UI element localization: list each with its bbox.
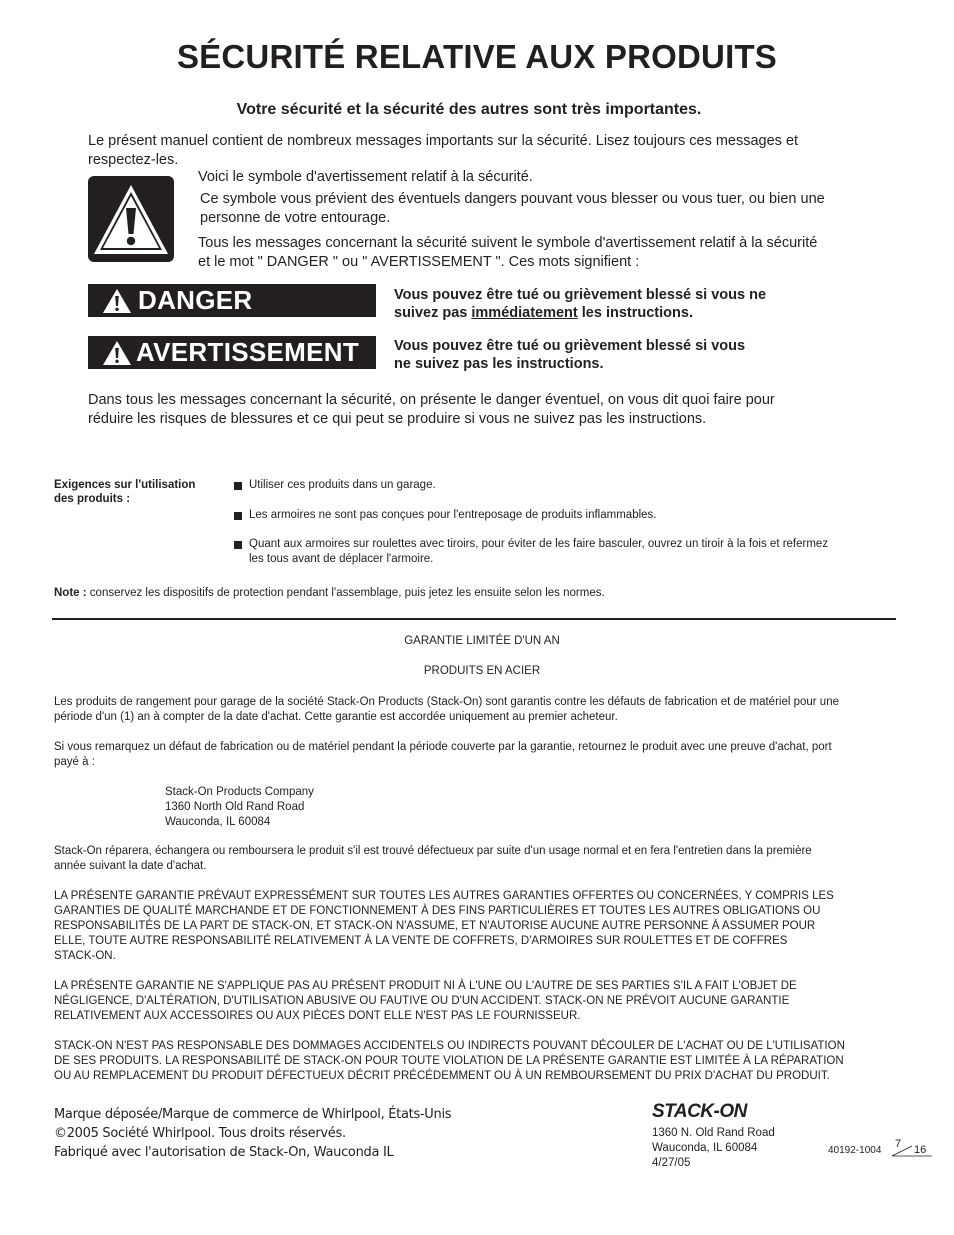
warranty-paragraph: Les produits de rangement pour garage de la société Stack-On Products (Stack-On) sont garantis contre les défauts de fabrication et de matériel pour une période d'un (1) an à compter de la date d'achat. Cette garantie est accordée uniquement au premier acheteur. (54, 696, 839, 723)
avertissement-description: Vous pouvez être tué ou grièvement blessé si vous ne suivez pas les instructions. (394, 338, 746, 372)
requirements-label: Exigences sur l'utilisation des produits : (54, 479, 196, 505)
page-total: 16 (914, 1144, 927, 1156)
warning-description: Ce symbole vous prévient des éventuels dangers pouvant vous blesser ou vous tuer, ou bien une personne de votre entourage. (200, 191, 825, 226)
warranty-exclusions: LA PRÉSENTE GARANTIE NE S'APPLIQUE PAS AU PRÉSENT PRODUIT NI À L'UNE OU L'AUTRE DE SES PARTIES S'IL A FAIT L'OBJET DE NÉGLIGENCE, D'ALTÉRATION, D'UTILISATION ABUSIVE OU FAUTIVE OU D'UN ACCIDENT. STACK-ON NE PRÉVOIT AUCUNE GARANTIE RELATIVEMENT AUX ACCESSOIRES OU AUX PIÈCES DONT ELLE N'EST PAS LE FOURNISSEUR. (54, 980, 797, 1022)
page-subtitle: Votre sécurité et la sécurité des autres sont très importantes. (236, 101, 702, 118)
svg-text:STACK-ON: STACK-ON (652, 1101, 747, 1121)
warranty-heading: GARANTIE LIMITÉE D'UN AN (404, 635, 560, 647)
company-address: 1360 N. Old Rand Road Wauconda, IL 60084 4/27/05 (652, 1127, 775, 1169)
warning-triangle-icon (88, 176, 174, 262)
avertissement-label: AVERTISSEMENT (136, 337, 359, 367)
danger-label: DANGER (138, 285, 253, 315)
danger-triangle-icon (102, 288, 132, 314)
note (54, 586, 894, 601)
avertissement-triangle-icon (102, 340, 132, 366)
note-text: conservez les dispositifs de protection pendant l'assemblage, puis jetez les ensuite selon les normes. (89, 587, 605, 599)
return-address: Stack-On Products Company 1360 North Old Rand Road Wauconda, IL 60084 (165, 786, 314, 828)
warranty-paragraph: Stack-On réparera, échangera ou remboursera le produit s'il est trouvé défectueux par suite d'un usage normal et en fera l'entretien dans la première année suivant la date d'achat. (54, 845, 812, 872)
closing-paragraph: Dans tous les messages concernant la sécurité, on présente le danger éventuel, on vous dit quoi faire pour réduire les risques de blessures et ce qui peut se produire si vous ne suivez pas les instructions. (88, 392, 775, 427)
page-number (888, 1138, 932, 1158)
warranty-subheading: PRODUITS EN ACIER (423, 665, 541, 677)
page-title: SÉCURITÉ RELATIVE AUX PRODUITS (176, 38, 778, 75)
list-item: Quant aux armoires sur roulettes avec tiroirs, pour éviter de les faire basculer, ouvrez un tiroir à la fois et refermez les tous avant de déplacer l'armoire. (234, 537, 894, 567)
bullet-square-icon (234, 482, 242, 490)
messages-description: Tous les messages concernant la sécurité suivent le symbole d'avertissement relatif à la sécurité et le mot " DANGER " ou " AVERTISSEMENT ". Ces mots signifient : (198, 235, 818, 270)
bullet-square-icon (234, 512, 242, 520)
avertissement-banner (88, 336, 376, 369)
symbol-description: Voici le symbole d'avertissement relatif à la sécurité. (198, 169, 533, 185)
list-item: Utiliser ces produits dans un garage. (234, 478, 894, 493)
page-current: 7 (895, 1138, 902, 1150)
note-label: Note : (54, 587, 87, 599)
document-number: 40192-1004 (828, 1145, 882, 1156)
trademark-notice: Marque déposée/Marque de commerce de Whirlpool, États-Unis ©2005 Société Whirlpool. Tous droits réservés. Fabriqué avec l'autorisation de Stack-On, Wauconda IL (54, 1107, 452, 1160)
danger-description: Vous pouvez être tué ou grièvement blessé si vous ne suivez pas immédiatement les instructions. (394, 287, 767, 321)
bullet-square-icon (234, 541, 242, 549)
stack-on-logo (652, 1099, 770, 1121)
intro-paragraph: Le présent manuel contient de nombreux messages importants sur la sécurité. Lisez toujours ces messages et respectez-les. (88, 133, 799, 168)
warranty-paragraph: Si vous remarquez un défaut de fabrication ou de matériel pendant la période couverte par la garantie, retournez le produit avec une preuve d'achat, port payé à : (54, 741, 832, 768)
list-item: Les armoires ne sont pas conçues pour l'entreposage de produits inflammables. (234, 508, 894, 523)
warranty-disclaimer: LA PRÉSENTE GARANTIE PRÉVAUT EXPRESSÉMENT SUR TOUTES LES AUTRES GARANTIES OFFERTES OU CONCERNÉES, Y COMPRIS LES GARANTIES DE QUALITÉ MARCHANDE ET DE FONCTIONNEMENT À DES FINS PARTICULIÈRES ET TOUTES LES AUTRES OBLIGATIONS OU RESPONSABILITÉS DE LA PART DE STACK-ON, ET STACK-ON N'ASSUME, ET N'AUTORISE AUCUNE AUTRE PERSONNE À ASSUMER POUR ELLE, TOUTE AUTRE RESPONSABILITÉ RELATIVEMENT À LA VENTE DE COFFRETS, D'ARMOIRES SUR ROULETTES ET DE COFFRES STACK-ON. (54, 890, 834, 962)
warranty-liability: STACK-ON N'EST PAS RESPONSABLE DES DOMMAGES ACCIDENTELS OU INDIRECTS POUVANT DÉCOULER DE L'ACHAT OU DE L'UTILISATION DE SES PRODUITS. LA RESPONSABILITÉ DE STACK-ON POUR TOUTE VIOLATION DE LA PRÉSENTE GARANTIE EST LIMITÉE À LA RÉPARATION OU AU REMPLACEMENT DU PRODUIT DÉFECTUEUX DÉCRIT PRÉCÉDEMMENT OU À UN REMBOURSEMENT DU PRIX D'ACHAT DU PRODUIT. (54, 1040, 845, 1082)
danger-banner (88, 284, 376, 317)
section-divider (52, 618, 896, 620)
